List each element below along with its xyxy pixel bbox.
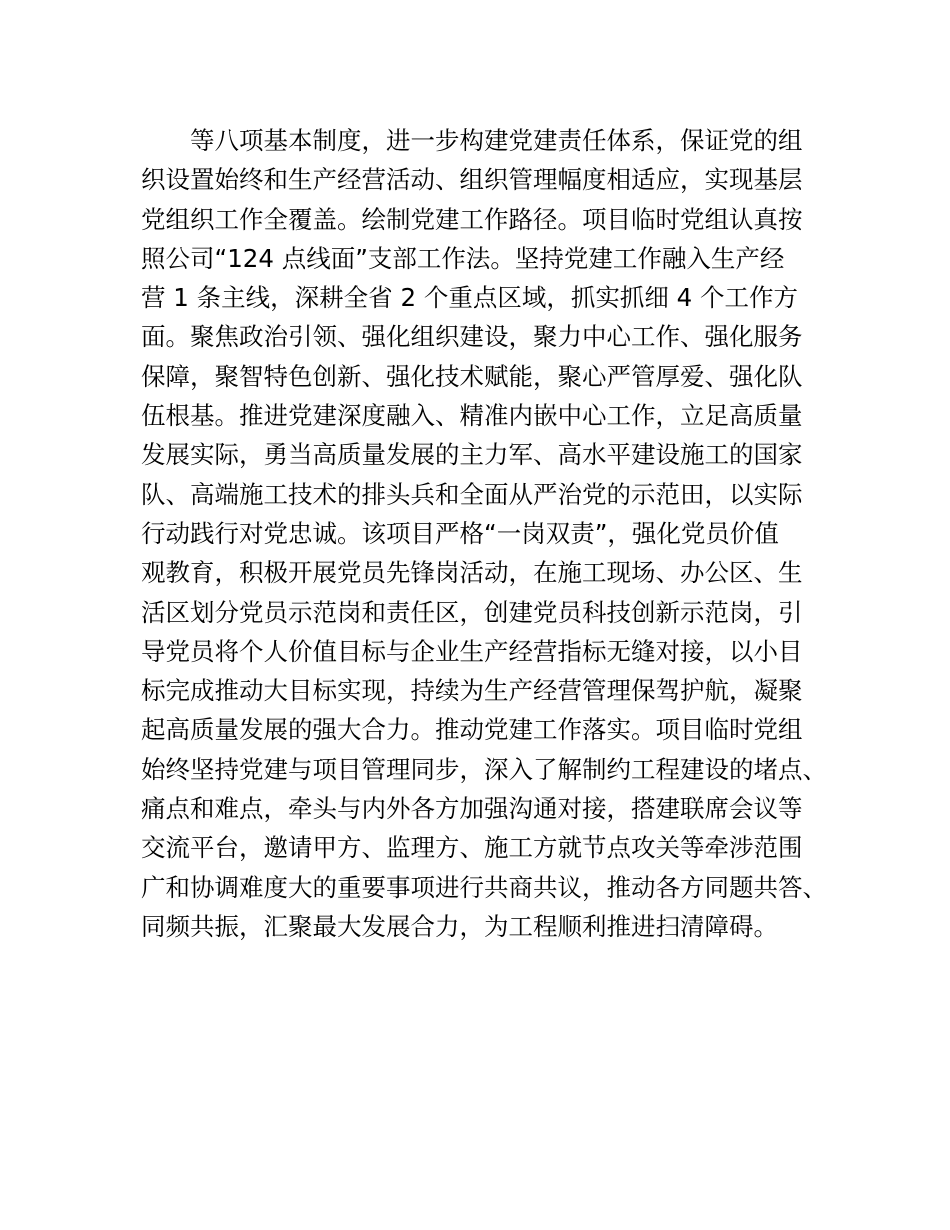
paragraph-line: 党组织工作全覆盖。绘制党建工作路径。项目临时党组认真按 bbox=[141, 204, 803, 234]
paragraph-line: 标完成推动大目标实现，持续为生产经营管理保驾护航，凝聚 bbox=[141, 676, 803, 706]
paragraph-line: 行动践行对党忠诚。该项目严格“一岗双责”，强化党员价值 bbox=[141, 518, 779, 548]
paragraph-line: 照公司“124 点线面”支部工作法。坚持党建工作融入生产经 bbox=[141, 243, 785, 273]
paragraph-line: 织设置始终和生产经营活动、组织管理幅度相适应，实现基层 bbox=[141, 165, 803, 195]
paragraph-line: 同频共振，汇聚最大发展合力，为工程顺利推进扫清障碍。 bbox=[141, 911, 778, 941]
paragraph-line: 营 1 条主线，深耕全省 2 个重点区域，抓实抓细 4 个工作方 bbox=[141, 283, 798, 313]
paragraph-line: 痛点和难点，牵头与内外各方加强沟通对接，搭建联席会议等 bbox=[141, 794, 803, 824]
paragraph-line: 发展实际，勇当高质量发展的主力军、高水平建设施工的国家 bbox=[141, 440, 803, 470]
paragraph-line: 面。聚焦政治引领、强化组织建设，聚力中心工作、强化服务 bbox=[141, 322, 803, 352]
paragraph-line: 队、高端施工技术的排头兵和全面从严治党的示范田，以实际 bbox=[141, 479, 803, 509]
paragraph-line: 活区划分党员示范岗和责任区，创建党员科技创新示范岗，引 bbox=[141, 597, 803, 627]
paragraph-line: 起高质量发展的强大合力。推动党建工作落实。项目临时党组 bbox=[141, 715, 803, 745]
paragraph-line: 广和协调难度大的重要事项进行共商共议，推动各方同题共答、 bbox=[141, 872, 827, 902]
paragraph-line: 导党员将个人价值目标与企业生产经营指标无缝对接，以小目 bbox=[141, 636, 803, 666]
paragraph-line: 伍根基。推进党建深度融入、精准内嵌中心工作，立足高质量 bbox=[141, 401, 803, 431]
paragraph-line: 等八项基本制度，进一步构建党建责任体系，保证党的组 bbox=[190, 126, 803, 155]
body-paragraph bbox=[141, 121, 841, 946]
paragraph-line: 观教育，积极开展党员先锋岗活动，在施工现场、办公区、生 bbox=[141, 558, 803, 588]
paragraph-line: 交流平台，邀请甲方、监理方、施工方就节点攻关等牵涉范围 bbox=[141, 833, 803, 863]
paragraph-line: 始终坚持党建与项目管理同步，深入了解制约工程建设的堵点、 bbox=[141, 754, 827, 784]
paragraph-line: 保障，聚智特色创新、强化技术赋能，聚心严管厚爱、强化队 bbox=[141, 361, 803, 391]
